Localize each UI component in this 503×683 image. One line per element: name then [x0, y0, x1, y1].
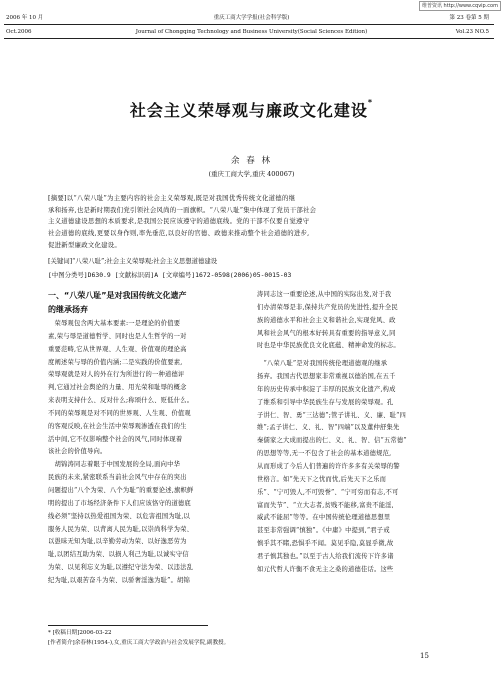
- header-journal-en: Journal of Chongqing Technology and Business University(Social Sciences Edition): [135, 29, 368, 35]
- abstract-line: 承和扬弃,也是新时期我们党引领社会风尚的一面旗帜。“八荣八耻”集中体现了党员干部社会: [48, 205, 317, 214]
- body-line: “八荣八耻”是对我国传统伦理道德观的继承: [257, 360, 388, 368]
- body-line: 年的历史传承中积淀了丰厚的民族文化遗产,构成: [257, 385, 396, 393]
- body-line: 素,荣与辱是道德哲学、同时也是人生哲学的一对: [48, 332, 187, 340]
- body-line: 秦儒家之大成而提出的仁、义、礼、智、信“五常德”: [257, 437, 407, 445]
- body-line: 风和社会风气的根本好转具有重要的指导意义,同: [257, 329, 396, 337]
- body-line: 乐”、“宁可毁人,不可毁誉”、“宁可穷而有志,不可: [257, 488, 399, 496]
- abstract-line: 主义道德建设思想的本质要求,是我国公民应该遵守的道德底线。党的干部不仅要自觉遵守: [48, 217, 310, 226]
- body-line: 判,它通过社会舆论的力量、用光荣和耻辱的概念: [48, 384, 187, 392]
- body-line: 富而失节”、“立大志者,贫贱不能移,富贵不能淫,: [257, 501, 394, 509]
- body-line: 度阐述荣与辱的价值内涵;二是实践的价值要素,: [48, 358, 183, 366]
- body-line: 荣辱观包含两大基本要素:一是理论的价值要: [48, 320, 181, 327]
- body-line: 如元代哲人许衡不食无主之桑的道德佳话。这些: [257, 565, 394, 573]
- body-line: 以愚昧无知为耻,以辛勤劳动为荣、以好逸恶劳为: [48, 538, 187, 546]
- footnote-received: * [收稿日期]2006-03-22: [48, 630, 112, 636]
- footnote-divider: [48, 625, 208, 626]
- body-line: 威武不能屈”等等。在中国传统伦理道德思想里: [257, 514, 391, 522]
- body-line: 线必须“坚持以热爱祖国为荣、以危害祖国为耻,以: [48, 512, 191, 520]
- body-line: 了维系和引导中华民族生存与发展的荣辱观。孔: [257, 398, 394, 406]
- footnote: [48, 628, 452, 648]
- section-heading: 的继承扬弃: [48, 305, 88, 314]
- body-line: 胡锦涛同志着眼于中国发展的全局,面向中华: [48, 461, 181, 469]
- left-column: [48, 289, 250, 588]
- body-line: 纪为耻,以艰苦奋斗为荣、以骄奢淫逸为耻”。胡锦: [48, 576, 191, 584]
- header-date-cn: 2006 年 10 月: [6, 15, 44, 21]
- body-line: 重要范畴,它从世界观、人生观、价值观的理论高: [48, 345, 187, 353]
- body-line: 扬弃。我国古代思想家非常重视以德治国,在五千: [257, 373, 396, 381]
- body-line: 维”;孟子讲仁、义、礼、智“四端”以及董仲舒集先: [257, 424, 400, 432]
- body-line: 们办清荣辱是非,保持共产党员的先进性,提升全民: [257, 303, 398, 311]
- body-line: 不同的荣辱观是对不同的世界观、人生观、价值观: [48, 409, 191, 417]
- header-journal-cn: 重庆工商大学学报(社会科学版): [213, 15, 290, 21]
- abstract-line: 社会道德的底线,更要以身作则,率先垂范,以良好的官德、政德来推动整个社会道德的进步,: [48, 229, 310, 238]
- affiliation: (重庆工商大学,重庆 400067): [208, 170, 295, 178]
- abstract: [48, 193, 452, 252]
- body-line: 慎乎其不睹,恐惧乎不闻。莫见乎隐,莫显乎微,故: [257, 540, 394, 548]
- header-volume-en: Vol.23 NO.5: [455, 29, 489, 35]
- header-divider-bottom: [4, 38, 494, 39]
- body-line: 的客观反映,在社会生活中荣辱观渗透在我们的生: [48, 422, 187, 430]
- section-heading: 一、“八荣八耻”是对我国传统文化遗产: [48, 291, 187, 300]
- page-number: 15: [420, 652, 429, 660]
- body-line: 涛同志这一重要论述,从中国的实际出发,对于我: [257, 291, 392, 298]
- article-title: 社会主义荣辱观与廉政文化建设*: [129, 98, 374, 120]
- body-line: 服务人民为荣、以背离人民为耻,以崇尚科学为荣、: [48, 525, 194, 533]
- body-line: 该社会的价值导向。: [48, 448, 107, 456]
- footnote-author: [作者简介]余春林(1954-),女,重庆工商大学政治与社会发展学院,副教授。: [48, 640, 230, 646]
- body-line: 明的提出了市场经济条件下人们应该恪守的道德底: [48, 499, 191, 507]
- header-volume-cn: 第 23 卷第 5 期: [449, 15, 489, 21]
- author: 余 春 林: [231, 156, 272, 166]
- body-line: 族的道德水平和社会主义和谐社会,实现党风、政: [257, 316, 396, 324]
- body-line: 来表明支持什么、反对什么;称颂什么、贬低什么。: [48, 397, 194, 405]
- abstract-line: 促进新型廉政文化建设。: [48, 240, 122, 249]
- source-watermark: 维普资讯 http://www.cqvip.com: [419, 1, 501, 11]
- title-footnote-mark: *: [367, 98, 374, 107]
- body-line: 世格言。如“先天下之忧而忧,后先天下之乐而: [257, 475, 387, 483]
- abstract-line: [摘要]以“八荣八耻”为主要内容的社会主义荣辱观,既是对我国优秀传统文化道德的继: [48, 194, 296, 202]
- body-line: 问题提出“八个为荣、八个为耻”的重要论述,旗帜鲜: [48, 486, 194, 494]
- right-column: [257, 289, 459, 577]
- body-line: 甚至非常强调“慎独”。《中庸》中提到,“君子戒: [257, 527, 390, 535]
- body-line: 从而形成了今后人们普遍的许许多多有关荣辱的警: [257, 462, 400, 470]
- body-line: 活中间,它不仅影响整个社会的风气,同时体现着: [48, 435, 183, 443]
- keywords: [关键词]“八荣八耻”;社会主义荣辱观;社会主义思想道德建设: [48, 257, 218, 265]
- header-date-en: Oct.2006: [6, 29, 32, 35]
- body-line: 君子慎其独也。”以至于古人给我们流传下许多诸: [257, 552, 394, 560]
- body-line: 荣辱观就是对人的外在行为所进行的一种道德评: [48, 371, 185, 379]
- body-line: 为荣、以见利忘义为耻,以遵纪守法为荣、以违法乱: [48, 564, 194, 572]
- header-divider-top: [4, 24, 494, 25]
- classification: [中图分类号]D630.9 [文献标识码]A [文章编号]1672-0598(2006)05-0015-03: [48, 271, 292, 279]
- body-line: 时也是中华民族优良文化底蕴、精神命发的标志。: [257, 342, 400, 350]
- body-line: 耻,以团结互助为荣、以损人利己为耻,以诚实守信: [48, 551, 189, 559]
- body-line: 子讲仁、智、勇“三达德”;管子讲礼、义、廉、耻“四: [257, 411, 407, 419]
- body-line: 的思想等等,无一不包含了社会的基本道德规范,: [257, 450, 392, 458]
- body-line: 民族的未来,紧密联系当前社会风气中存在的突出: [48, 474, 187, 482]
